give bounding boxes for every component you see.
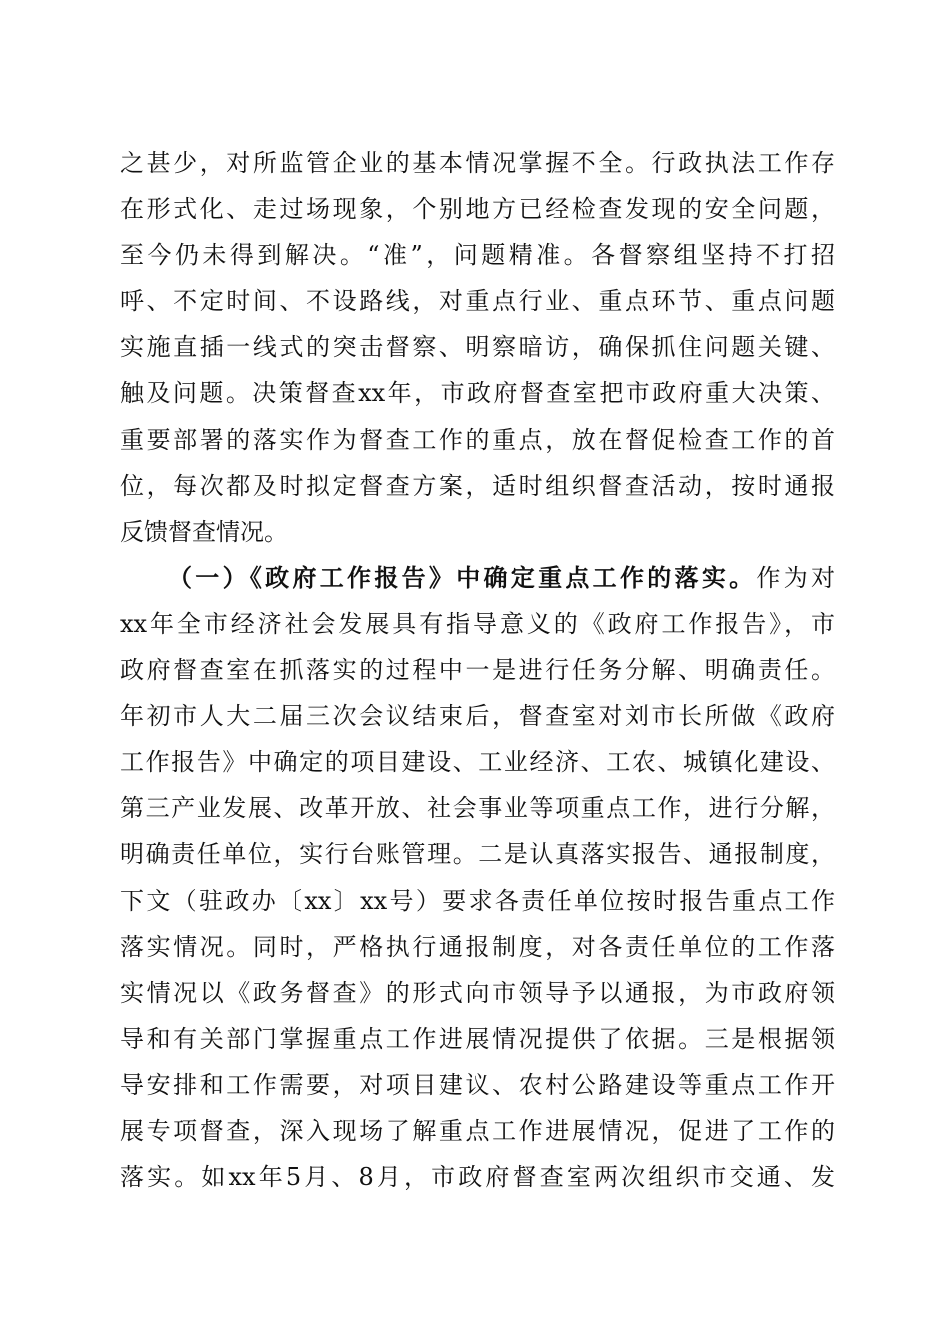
text-line: 在形式化、走过场现象，个别地方已经检查发现的安全问题， bbox=[120, 195, 835, 224]
document-body bbox=[120, 140, 835, 1200]
section-heading: （一）《政府工作报告》中确定重点工作的落实。 bbox=[168, 562, 757, 592]
text-line: 年初市人大二届三次会议结束后，督查室对刘市长所做《政府 bbox=[120, 702, 835, 731]
text-line-rest: 作为对 bbox=[756, 563, 836, 592]
text-line: 第三产业发展、改革开放、社会事业等项重点工作，进行分解， bbox=[120, 794, 835, 823]
text-line: 导和有关部门掌握重点工作进展情况提供了依据。三是根据领 bbox=[120, 1024, 835, 1053]
paragraph-2 bbox=[120, 555, 835, 1200]
text-line: 实施直插一线式的突击督察、明察暗访，确保抓住问题关键、 bbox=[120, 333, 835, 362]
text-line: 反馈督查情况。 bbox=[120, 517, 288, 546]
text-line: 政府督查室在抓落实的过程中一是进行任务分解、明确责任。 bbox=[120, 656, 835, 685]
text-line: 位，每次都及时拟定督查方案，适时组织督查活动，按时通报 bbox=[120, 471, 835, 500]
text-line: 明确责任单位，实行台账管理。二是认真落实报告、通报制度， bbox=[120, 840, 835, 869]
text-line: 触及问题。决策督查xx年，市政府督查室把市政府重大决策、 bbox=[120, 379, 835, 408]
text-line: 落实情况。同时，严格执行通报制度，对各责任单位的工作落 bbox=[120, 932, 835, 961]
text-line: 实情况以《政务督查》的形式向市领导予以通报，为市政府领 bbox=[120, 978, 835, 1007]
text-line: 之甚少，对所监管企业的基本情况掌握不全。行政执法工作存 bbox=[120, 149, 835, 177]
text-line: 工作报告》中确定的项目建设、工业经济、工农、城镇化建设、 bbox=[120, 748, 835, 777]
text-line: 重要部署的落实作为督查工作的重点，放在督促检查工作的首 bbox=[120, 425, 835, 454]
text-line: 展专项督查，深入现场了解重点工作进展情况，促进了工作的 bbox=[120, 1116, 835, 1145]
text-line: xx年全市经济社会发展具有指导意义的《政府工作报告》，市 bbox=[120, 609, 835, 638]
text-line: 落实。如xx年5月、8月，市政府督查室两次组织市交通、发 bbox=[120, 1163, 835, 1192]
text-line: 导安排和工作需要，对项目建议、农村公路建设等重点工作开 bbox=[120, 1070, 835, 1099]
text-line: 下文（驻政办〔xx〕xx号）要求各责任单位按时报告重点工作 bbox=[120, 886, 835, 915]
text-line: 至今仍未得到解决。“准”，问题精准。各督察组坚持不打招 bbox=[120, 241, 835, 270]
paragraph-1 bbox=[120, 140, 835, 555]
text-line: 呼、不定时间、不设路线，对重点行业、重点环节、重点问题 bbox=[120, 287, 835, 316]
paragraph-2-first-line bbox=[120, 555, 835, 601]
